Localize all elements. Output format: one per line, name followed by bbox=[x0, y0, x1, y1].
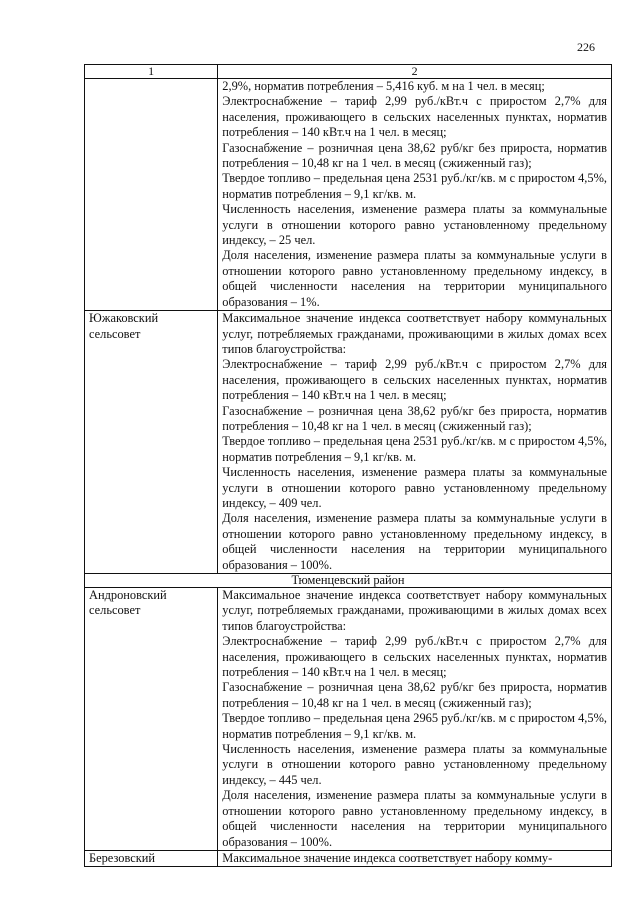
paragraph: Доля населения, изменение размера платы за коммунальные услуги в отношении которого равно установленному предельному индексу, в общей численности населения на территории муниципального образования – 100%. bbox=[222, 511, 607, 572]
description-cell bbox=[218, 588, 612, 851]
region-row bbox=[85, 574, 612, 588]
page-number: 226 bbox=[577, 40, 595, 54]
municipality-name-line: Березовский bbox=[89, 850, 156, 865]
table-header-row bbox=[85, 65, 612, 79]
column-header-2: 2 bbox=[218, 65, 612, 79]
paragraph: Численность населения, изменение размера платы за коммунальные услуги в отношении которого равно установленному предельному индексу, – 445 чел. bbox=[222, 742, 607, 787]
data-table bbox=[84, 64, 612, 867]
municipality-cell bbox=[85, 588, 218, 851]
paragraph: Доля населения, изменение размера платы за коммунальные услуги в отношении которого равно установленному предельному индексу, в общей численности населения на территории муниципального образования – 100%. bbox=[222, 788, 607, 849]
description-cell bbox=[218, 79, 612, 311]
paragraph: Твердое топливо – предельная цена 2531 руб./кг/кв. м с приростом 4,5%, норматив потребления – 9,1 кг/кв. м. bbox=[222, 171, 607, 201]
paragraph: Электроснабжение – тариф 2,99 руб./кВт.ч с приростом 2,7% для населения, проживающего в сельских населенных пунктах, норматив потребления – 140 кВт.ч на 1 чел. в месяц; bbox=[222, 357, 607, 403]
municipality-name-line: сельсовет bbox=[89, 603, 141, 618]
table-row bbox=[85, 588, 612, 851]
table-row bbox=[85, 850, 612, 866]
paragraph: Газоснабжение – розничная цена 38,62 руб/кг без прироста, норматив потребления – 10,48 кг на 1 чел. в месяц (сжиженный газ); bbox=[222, 403, 607, 433]
paragraph: Газоснабжение – розничная цена 38,62 руб/кг без прироста, норматив потребления – 10,48 кг на 1 чел. в месяц (сжиженный газ); bbox=[222, 140, 607, 171]
paragraph: Максимальное значение индекса соответствует набору комму- bbox=[222, 850, 553, 865]
paragraph: Твердое топливо – предельная цена 2531 руб./кг/кв. м с приростом 4,5%, норматив потребления – 9,1 кг/кв. м. bbox=[222, 434, 607, 464]
paragraph: Максимальное значение индекса соответствует набору коммунальных услуг, потребляемых гражданами, проживающими в жилых домах всех типов благоустройства: bbox=[222, 311, 607, 356]
table-row bbox=[85, 79, 612, 311]
paragraph: Газоснабжение – розничная цена 38,62 руб/кг без прироста, норматив потребления – 10,48 кг на 1 чел. в месяц (сжиженный газ); bbox=[222, 680, 607, 710]
municipality-name-line: Южаковский bbox=[89, 311, 159, 326]
paragraph: Доля населения, изменение размера платы за коммунальные услуги в отношении которого равно установленному предельному индексу, в общей численности населения на территории муниципального образования – 1%. bbox=[222, 248, 607, 309]
description-cell bbox=[218, 311, 612, 574]
paragraph: Численность населения, изменение размера платы за коммунальные услуги в отношении которого равно установленному предельному индексу, – 25 чел. bbox=[222, 202, 607, 248]
paragraph: Твердое топливо – предельная цена 2965 руб./кг/кв. м с приростом 4,5%, норматив потребления – 9,1 кг/кв. м. bbox=[222, 711, 607, 741]
municipality-cell bbox=[85, 79, 218, 311]
municipality-cell bbox=[85, 311, 218, 574]
paragraph: Электроснабжение – тариф 2,99 руб./кВт.ч с приростом 2,7% для населения, проживающего в сельских населенных пунктах, норматив потребления – 140 кВт.ч на 1 чел. в месяц; bbox=[222, 634, 607, 680]
column-header-1: 1 bbox=[85, 65, 218, 79]
municipality-cell bbox=[85, 850, 218, 866]
paragraph: Численность населения, изменение размера платы за коммунальные услуги в отношении которого равно установленному предельному индексу, – 409 чел. bbox=[222, 465, 607, 510]
paragraph: Электроснабжение – тариф 2,99 руб./кВт.ч с приростом 2,7% для населения, проживающего в сельских населенных пунктах, норматив потребления – 140 кВт.ч на 1 чел. в месяц; bbox=[222, 94, 607, 140]
paragraph: 2,9%, норматив потребления – 5,416 куб. м на 1 чел. в месяц; bbox=[222, 79, 545, 93]
municipality-name-line: Андроновский bbox=[89, 588, 167, 602]
paragraph: Максимальное значение индекса соответствует набору коммунальных услуг, потребляемых гражданами, проживающими в жилых домах всех типов благоустройства: bbox=[222, 588, 607, 633]
description-cell bbox=[218, 850, 612, 866]
table-row bbox=[85, 311, 612, 574]
region-heading: Тюменцевский район bbox=[85, 574, 612, 588]
municipality-name-line: сельсовет bbox=[89, 326, 141, 341]
